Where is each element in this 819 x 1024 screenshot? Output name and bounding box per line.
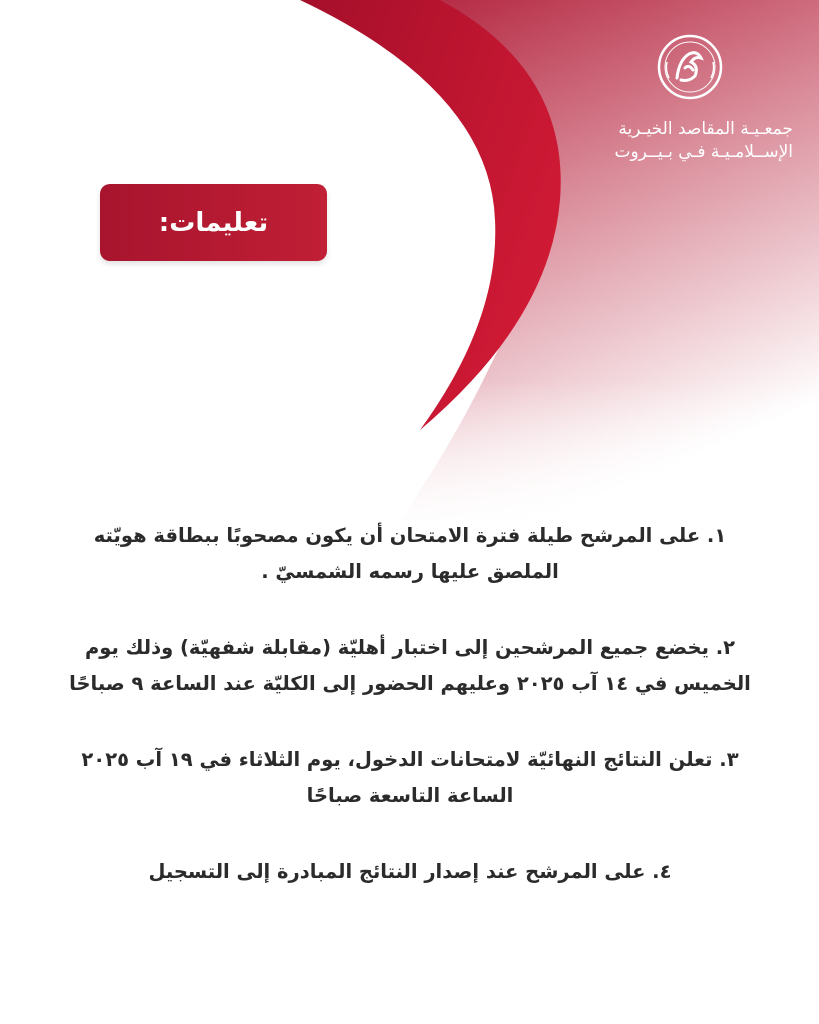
instructions-title-box bbox=[100, 184, 327, 261]
instruction-line: الخميس في ١٤ آب ٢٠٢٥ وعليهم الحضور إلى الكليّة عند الساعة ٩ صباحًا bbox=[69, 672, 751, 695]
instruction-line: ٣. تعلن النتائج النهائيّة لامتحانات الدخول، يوم الثلاثاء في ١٩ آب ٢٠٢٥ bbox=[81, 748, 739, 771]
page-title: تعليمات: bbox=[158, 207, 269, 238]
instruction-line: الساعة التاسعة صباحًا bbox=[306, 784, 514, 807]
makassed-logo-icon bbox=[655, 32, 725, 102]
instruction-line: الملصق عليها رسمه الشمسيّ . bbox=[261, 560, 559, 583]
instructions-list bbox=[60, 518, 760, 930]
instruction-line: ١. على المرشح طيلة فترة الامتحان أن يكون مصحوبًا ببطاقة هويّته bbox=[93, 524, 727, 547]
instruction-item bbox=[60, 630, 760, 702]
instruction-line: ٤. على المرشح عند إصدار النتائج المبادرة إلى التسجيل bbox=[148, 860, 672, 883]
instruction-item bbox=[60, 854, 760, 890]
organization-name-line2: الإســلامـيـة فـي بـيــروت bbox=[614, 142, 793, 162]
instruction-item bbox=[60, 518, 760, 590]
instruction-item bbox=[60, 742, 760, 814]
organization-name-line1: جمعـيـة المقاصد الخيـرية bbox=[618, 119, 793, 139]
organization-name bbox=[533, 118, 793, 164]
instruction-line: ٢. يخضع جميع المرشحين إلى اختبار أهليّة (مقابلة شفهيّة) وذلك يوم bbox=[84, 636, 736, 659]
